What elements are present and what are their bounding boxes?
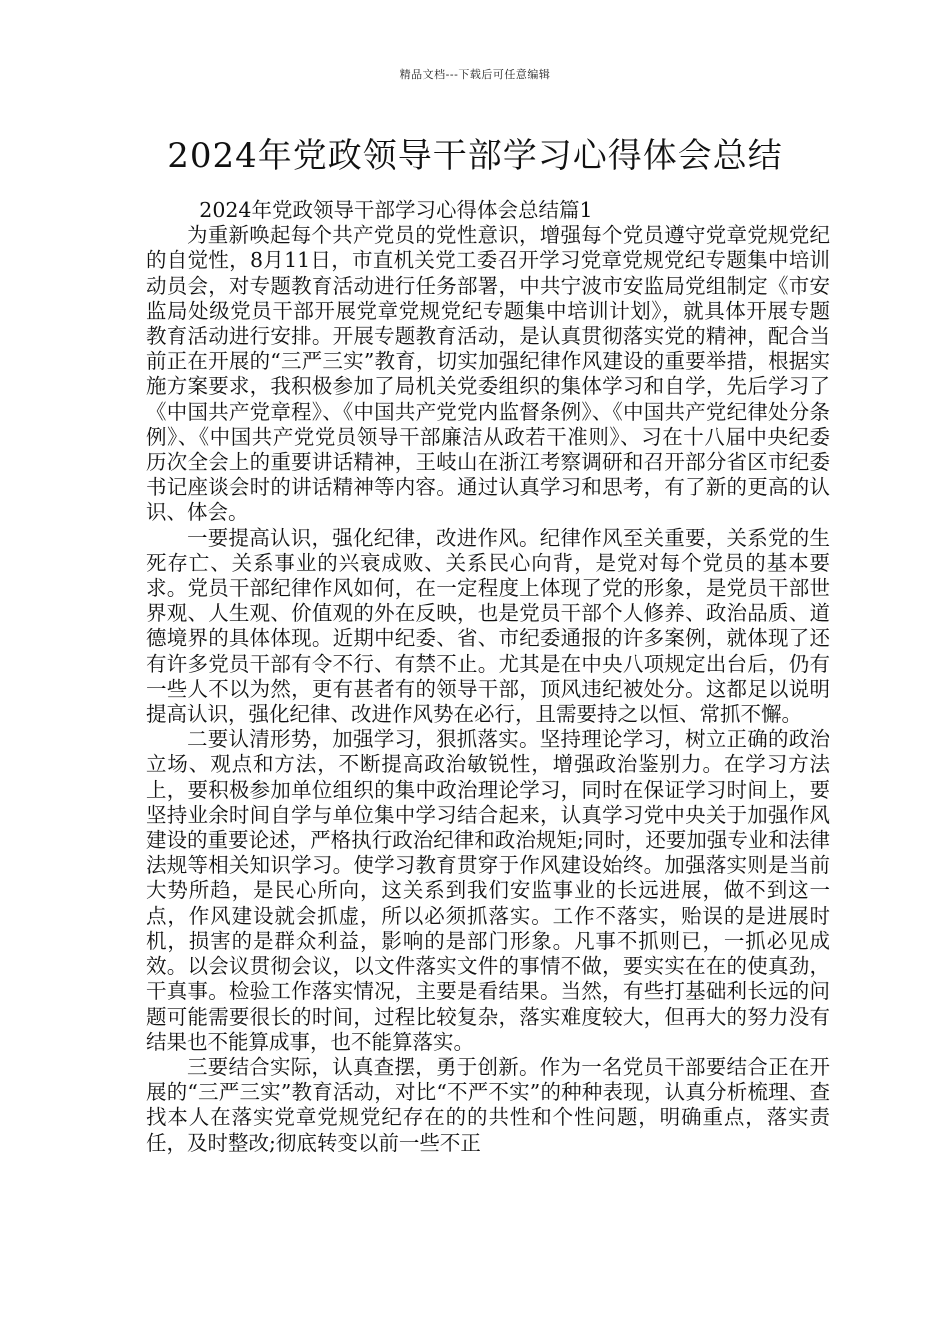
- paragraph-point-one: 一要提高认识，强化纪律，改进作风。纪律作风至关重要，关系党的生死存亡、关系事业的兴衰成败、关系民心向背，是党对每个党员的基本要求。党员干部纪律作风如何，在一定程度上体现了党的形象，是党员干部世界观、人生观、价值观的外在反映，也是党员干部个人修养、政治品质、道德境界的具体体现。近期中纪委、省、市纪委通报的许多案例，就体现了还有许多党员干部有令不行、有禁不止。尤其是在中央八项规定出台后，仍有一些人不以为然，更有甚者有的领导干部，顶风违纪被处分。这都足以说明提高认识，强化纪律、改进作风势在必行，且需要持之以恒、常抓不懈。: [146, 525, 830, 727]
- section-subtitle: 2024年党政领导干部学习心得体会总结篇1: [199, 198, 593, 222]
- document-body: [146, 198, 830, 1156]
- header-note: 精品文档---下载后可任意编辑: [399, 68, 551, 81]
- paragraph-intro: 为重新唤起每个共产党员的党性意识，增强每个党员遵守党章党规党纪的自觉性，8月11日，市直机关党工委召开学习党章党规党纪专题集中培训动员会，对专题教育活动进行任务部署，中共宁波市安监局党组制定《市安监局处级党员干部开展党章党规党纪专题集中培训计划》，就具体开展专题教育活动进行安排。开展专题教育活动，是认真贯彻落实党的精神，配合当前正在开展的“三严三实”教育，切实加强纪律作风建设的重要举措，根据实施方案要求，我积极参加了局机关党委组织的集体学习和自学，先后学习了《中国共产党章程》、《中国共产党党内监督条例》、《中国共产党纪律处分条例》、《中国共产党党员领导干部廉洁从政若干准则》、习在十八届中央纪委历次全会上的重要讲话精神，王岐山在浙江考察调研和召开部分省区市纪委书记座谈会时的讲话精神等内容。通过认真学习和思考，有了新的更高的认识、体会。: [146, 223, 830, 525]
- paragraph-point-two: 二要认清形势，加强学习，狠抓落实。坚持理论学习，树立正确的政治立场、观点和方法，不断提高政治敏锐性，增强政治鉴别力。在学习方法上，要积极参加单位组织的集中政治理论学习，同时在保证学习时间上，要坚持业余时间自学与单位集中学习结合起来，认真学习党中央关于加强作风建设的重要论述，严格执行政治纪律和政治规矩;同时，还要加强专业和法律法规等相关知识学习。使学习教育贯穿于作风建设始终。加强落实则是当前大势所趋，是民心所向，这关系到我们安监事业的长远进展，做不到这一点，作风建设就会抓虚，所以必须抓落实。工作不落实，贻误的是进展时机，损害的是群众利益，影响的是部门形象。凡事不抓则已，一抓必见成效。以会议贯彻会议，以文件落实文件的事情不做，要实实在在的使真劲，干真事。检验工作落实情况，主要是看结果。当然，有些打基础利长远的问题可能需要很长的时间，过程比较复杂，落实难度较大，但再大的努力没有结果也不能算成事，也不能算落实。: [146, 727, 830, 1054]
- document-title: 2024年党政领导干部学习心得体会总结: [167, 136, 783, 176]
- paragraph-point-three: 三要结合实际，认真查摆，勇于创新。作为一名党员干部要结合正在开展的“三严三实”教育活动，对比“不严不实”的种种表现，认真分析梳理、查找本人在落实党章党规党纪存在的的共性和个性问题，明确重点，落实责任，及时整改;彻底转变以前一些不正: [146, 1054, 830, 1155]
